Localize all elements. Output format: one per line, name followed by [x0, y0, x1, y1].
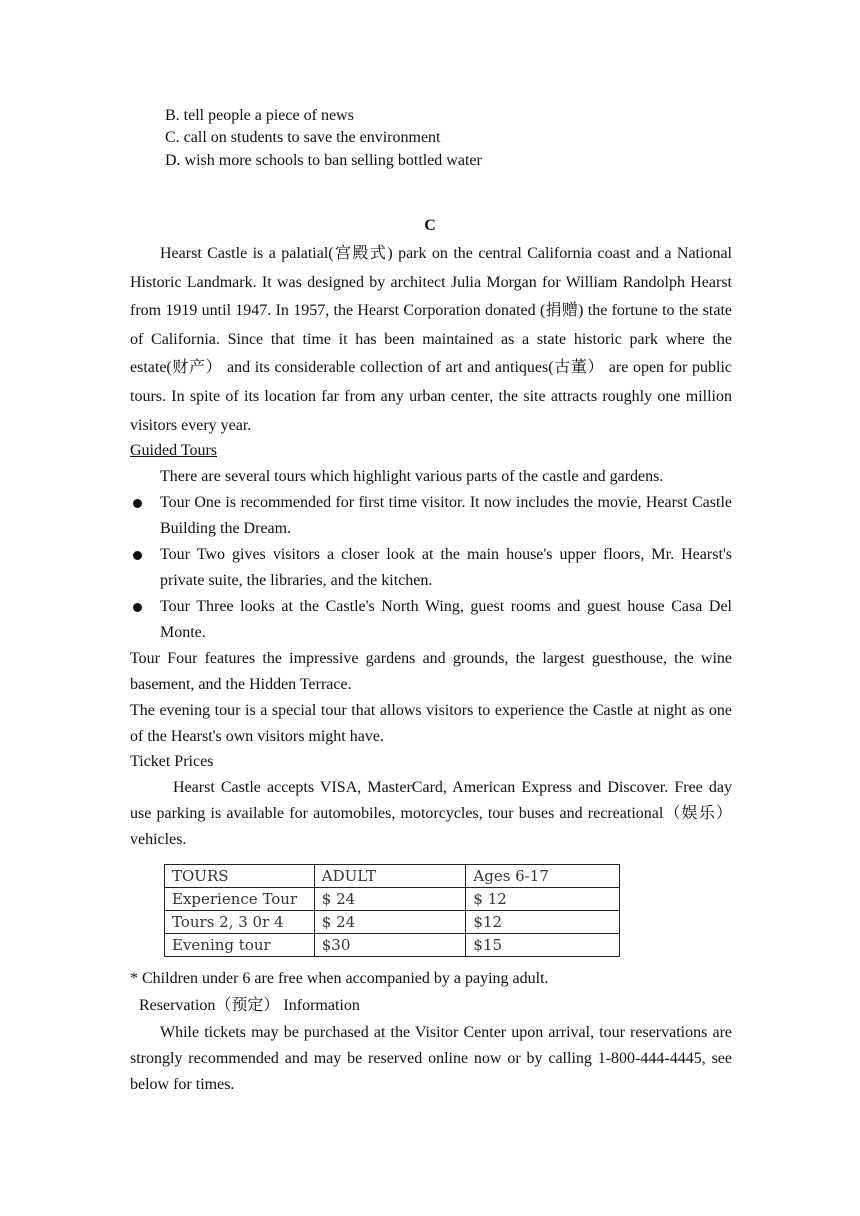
- evening-tour-text: The evening tour is a special tour that allows visitors to experience the Castle at night as one of the Hearst's own visitors might have.: [130, 702, 732, 745]
- table-cell: $30: [314, 934, 466, 957]
- tour-bullet-text: Tour One is recommended for first time visitor. It now includes the movie, Hearst Castle Building the Dream.: [160, 494, 732, 537]
- ticket-price-table: [164, 864, 620, 957]
- option-c: C. call on students to save the environment: [165, 129, 441, 146]
- ticket-prices-heading: Ticket Prices: [130, 753, 214, 770]
- tour-bullet-text: Tour Three looks at the Castle's North Wing, guest rooms and guest house Casa Del Monte.: [160, 598, 732, 641]
- tour-bullet: [130, 490, 732, 542]
- guided-tours-heading: Guided Tours: [130, 442, 218, 459]
- table-header-cell: ADULT: [314, 865, 466, 888]
- tour-bullet: [130, 594, 732, 646]
- bullet-icon: [133, 551, 142, 560]
- bullet-icon: [133, 499, 142, 508]
- children-note: * Children under 6 are free when accompanied by a paying adult.: [130, 970, 549, 987]
- guided-tours-lead: There are several tours which highlight various parts of the castle and gardens.: [160, 468, 664, 485]
- table-cell: Experience Tour: [165, 888, 315, 911]
- option-d: D. wish more schools to ban selling bottled water: [165, 152, 482, 169]
- reservation-heading: Reservation（预定） Information: [139, 997, 360, 1014]
- tour-bullet: [130, 542, 732, 594]
- table-cell: $12: [466, 911, 620, 934]
- ticket-prices-text: Hearst Castle accepts VISA, MasterCard, American Express and Discover. Free day use parking is available for automobiles, motorcycles, tour buses and recreational（娱乐） vehicles.: [130, 779, 732, 848]
- table-cell: $ 24: [314, 911, 466, 934]
- section-heading: C: [424, 217, 436, 234]
- option-b: B. tell people a piece of news: [165, 107, 354, 124]
- tour-bullet-text: Tour Two gives visitors a closer look at the main house's upper floors, Mr. Hearst's private suite, the libraries, and the kitchen.: [160, 546, 732, 589]
- bullet-icon: [133, 603, 142, 612]
- table-row: [165, 911, 620, 934]
- table-cell: $ 24: [314, 888, 466, 911]
- table-cell: Evening tour: [165, 934, 315, 957]
- table-row: [165, 934, 620, 957]
- tour-four-text: Tour Four features the impressive gardens and grounds, the largest guesthouse, the wine basement, and the Hidden Terrace.: [130, 650, 732, 693]
- table-cell: $15: [466, 934, 620, 957]
- table-header-cell: Ages 6-17: [466, 865, 620, 888]
- reservation-text: While tickets may be purchased at the Visitor Center upon arrival, tour reservations are strongly recommended and may be reserved online now or by calling 1-800-444-4445, see below for times.: [130, 1024, 732, 1093]
- intro-paragraph: Hearst Castle is a palatial(宫殿式) park on the central California coast and a National Historic Landmark. It was designed by architect Julia Morgan for William Randolph Hearst from 1919 until 1947. In 1957, the Hearst Corporation donated (捐赠) the fortune to the state of California. Since that time it has been maintained as a state historic park where the estate(财产） and its considerable collection of art and antiques(古董） are open for public tours. In spite of its location far from any urban center, the site attracts roughly one million visitors every year.: [130, 245, 732, 434]
- table-cell: Tours 2, 3 0r 4: [165, 911, 315, 934]
- table-header-row: [165, 865, 620, 888]
- table-cell: $ 12: [466, 888, 620, 911]
- table-header-cell: TOURS: [165, 865, 315, 888]
- table-row: [165, 888, 620, 911]
